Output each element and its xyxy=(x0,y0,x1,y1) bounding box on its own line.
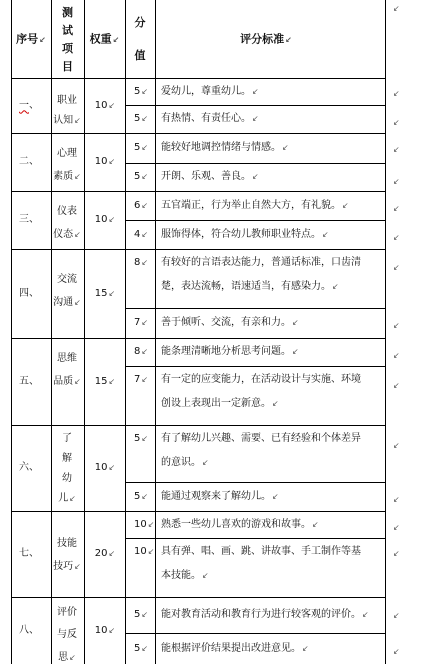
row-seq xyxy=(19,156,39,168)
paragraph-mark: ↙ xyxy=(393,204,400,213)
criteria-line-text: 具有弹、唱、画、跳、讲故事、手工制作等基 xyxy=(161,546,361,557)
criteria-line-text: 有较好的言语表达能力，普通话标准，口齿清 xyxy=(161,257,361,268)
paragraph-mark: ↙ xyxy=(252,172,259,181)
header-item xyxy=(62,61,73,73)
table-border-vertical xyxy=(11,0,12,664)
criteria-line xyxy=(161,546,361,558)
row-item-text: 评价 xyxy=(57,607,77,618)
paragraph-mark: ↙ xyxy=(141,491,149,501)
row-score-text: 5 xyxy=(134,433,141,444)
paragraph-mark: ↙ xyxy=(39,35,46,45)
criteria-line-text: 能条理清晰地分析思考问题。 xyxy=(161,346,291,357)
row-item xyxy=(57,274,77,286)
paragraph-mark: ↙ xyxy=(69,494,76,503)
header-seq xyxy=(16,34,46,47)
table-border-horizontal xyxy=(125,366,386,367)
row-item xyxy=(57,95,77,107)
table-border-horizontal xyxy=(11,338,386,339)
criteria-line xyxy=(161,171,259,183)
header-item xyxy=(62,7,73,19)
criteria-line-text: 熟悉一些幼儿喜欢的游戏和故事。 xyxy=(161,518,311,530)
paragraph-mark: ↙ xyxy=(108,100,116,110)
list-separator: 、 xyxy=(29,375,39,387)
paragraph-mark: ↙ xyxy=(74,172,81,181)
row-item xyxy=(57,206,77,218)
row-score xyxy=(134,171,148,183)
row-score-text: 8 xyxy=(134,257,141,268)
row-weight xyxy=(95,625,115,637)
list-separator: 、 xyxy=(29,462,39,473)
table-border-horizontal xyxy=(125,482,386,483)
row-score xyxy=(134,643,148,655)
row-seq xyxy=(19,288,39,300)
table-border-horizontal xyxy=(125,220,386,221)
table-border-horizontal xyxy=(125,538,386,539)
paragraph-mark: ↙ xyxy=(141,610,149,619)
paragraph-mark: ↙ xyxy=(302,643,309,653)
paragraph-mark: ↙ xyxy=(141,200,149,210)
paragraph-mark: ↙ xyxy=(272,399,279,408)
row-score-text: 5 xyxy=(134,171,141,182)
paragraph-mark: ↙ xyxy=(108,376,116,386)
paragraph-mark: ↙ xyxy=(362,610,369,619)
paragraph-mark: ↙ xyxy=(292,318,299,327)
row-weight-text: 10 xyxy=(94,462,108,473)
table-border-vertical xyxy=(385,0,386,664)
criteria-line xyxy=(161,281,339,293)
row-item xyxy=(62,453,72,465)
paragraph-mark: ↙ xyxy=(393,441,400,450)
header-item-text: 项 xyxy=(62,42,73,55)
criteria-line xyxy=(161,519,319,531)
row-item-text: 技巧 xyxy=(53,561,74,572)
criteria-line-text: 能通过观察来了解幼儿。 xyxy=(161,490,271,502)
row-seq xyxy=(19,376,39,388)
row-score-text: 6 xyxy=(134,199,141,211)
paragraph-mark: ↙ xyxy=(393,233,400,242)
table-border-horizontal xyxy=(11,425,386,426)
row-seq-text: 一 xyxy=(19,99,29,111)
paragraph-mark: ↙ xyxy=(393,321,400,330)
list-separator: 、 xyxy=(29,548,39,559)
row-item xyxy=(62,433,72,445)
paragraph-mark: ↙ xyxy=(108,549,116,558)
row-item xyxy=(57,148,77,160)
header-criteria-text: 评分标准 xyxy=(240,32,285,46)
row-item-text: 沟通 xyxy=(53,297,74,308)
row-item xyxy=(57,538,77,550)
paragraph-mark: ↙ xyxy=(393,177,400,186)
row-score xyxy=(134,374,148,386)
row-score xyxy=(134,86,148,98)
header-score xyxy=(135,17,146,29)
paragraph-mark: ↙ xyxy=(393,647,400,656)
paragraph-mark: ↙ xyxy=(141,318,149,327)
criteria-line-text: 能较好地调控情绪与情感。 xyxy=(161,142,281,153)
criteria-line-text: 创设上表现出一定新意。 xyxy=(161,398,271,409)
table-border-horizontal xyxy=(11,191,386,192)
paragraph-mark: ↙ xyxy=(108,288,116,298)
paragraph-mark: ↙ xyxy=(272,491,279,501)
paragraph-mark: ↙ xyxy=(393,523,400,532)
row-score-text: 5 xyxy=(134,609,141,620)
row-item-text: 与反 xyxy=(57,629,77,640)
paragraph-mark: ↙ xyxy=(74,116,81,125)
row-weight xyxy=(95,462,115,474)
header-item xyxy=(62,25,73,37)
row-item-text: 幼 xyxy=(62,473,72,484)
paragraph-mark: ↙ xyxy=(312,519,319,529)
table-border-vertical xyxy=(125,0,126,664)
criteria-line xyxy=(161,457,209,469)
row-item xyxy=(53,376,81,388)
header-item-text: 测 xyxy=(62,6,73,19)
row-item-text: 儿 xyxy=(58,493,69,504)
header-score xyxy=(135,50,146,62)
row-item xyxy=(53,229,81,241)
criteria-line-text: 善于倾听、交流，有亲和力。 xyxy=(161,317,291,328)
paragraph-mark: ↙ xyxy=(141,86,149,96)
paragraph-mark: ↙ xyxy=(112,35,120,45)
row-score xyxy=(134,113,148,125)
header-weight xyxy=(90,34,120,47)
row-score-text: 7 xyxy=(134,317,141,328)
row-score xyxy=(134,229,148,241)
paragraph-mark: ↙ xyxy=(147,519,155,529)
paragraph-mark: ↙ xyxy=(74,298,81,307)
row-item-text: 心理 xyxy=(57,148,77,159)
row-score-text: 7 xyxy=(134,374,141,385)
row-score xyxy=(134,200,148,212)
table-border-vertical xyxy=(155,0,156,664)
criteria-line xyxy=(161,200,349,212)
criteria-line-text: 的意识。 xyxy=(161,457,201,468)
row-score-text: 5 xyxy=(134,113,141,124)
row-score xyxy=(134,519,154,531)
criteria-line xyxy=(161,643,309,655)
paragraph-mark: ↙ xyxy=(393,263,400,272)
row-score-text: 5 xyxy=(134,642,141,654)
paragraph-mark: ↙ xyxy=(393,381,400,390)
paragraph-mark: ↙ xyxy=(393,549,400,558)
list-separator: 、 xyxy=(29,287,39,299)
criteria-line-text: 爱幼儿，尊重幼儿。 xyxy=(161,85,251,97)
criteria-line-text: 开朗、乐观、善良。 xyxy=(161,171,251,182)
row-item-text: 思 xyxy=(58,652,69,663)
row-item xyxy=(58,493,76,505)
paragraph-mark: ↙ xyxy=(141,114,149,123)
paragraph-mark: ↙ xyxy=(108,463,116,472)
paragraph-mark: ↙ xyxy=(202,458,209,467)
row-weight xyxy=(95,288,115,300)
row-score-text: 5 xyxy=(134,490,141,502)
paragraph-mark: ↙ xyxy=(292,347,299,356)
row-score-text: 10 xyxy=(134,518,147,530)
row-seq-text: 二 xyxy=(19,156,29,167)
row-seq xyxy=(19,462,39,474)
row-score xyxy=(134,142,148,154)
paragraph-mark: ↙ xyxy=(108,215,116,224)
criteria-line xyxy=(161,570,209,582)
header-criteria xyxy=(240,34,292,47)
table-border-horizontal xyxy=(125,163,386,164)
paragraph-mark: ↙ xyxy=(74,562,81,571)
row-score xyxy=(134,546,154,558)
row-weight-text: 10 xyxy=(94,624,108,636)
row-seq xyxy=(19,214,39,226)
row-item-text: 品质 xyxy=(53,376,74,387)
row-weight-text: 20 xyxy=(94,548,108,559)
criteria-line-text: 有一定的应变能力，在活动设计与实施、环境 xyxy=(161,374,361,385)
row-weight xyxy=(95,214,115,226)
criteria-line xyxy=(161,257,361,269)
header-item-text: 目 xyxy=(62,60,73,73)
row-score-text: 5 xyxy=(134,142,141,153)
criteria-line xyxy=(161,609,369,621)
row-seq xyxy=(19,625,39,637)
row-item xyxy=(57,629,77,641)
row-item xyxy=(53,561,81,573)
row-seq xyxy=(19,548,39,560)
header-score-text: 分 xyxy=(134,16,146,29)
row-weight xyxy=(95,100,115,112)
paragraph-mark: ↙ xyxy=(342,200,349,210)
paragraph-mark: ↙ xyxy=(252,114,259,123)
table-border-horizontal xyxy=(125,633,386,634)
paragraph-mark: ↙ xyxy=(141,347,149,356)
table-border-horizontal xyxy=(11,597,386,598)
paragraph-mark: ↙ xyxy=(322,229,329,239)
paragraph-mark: ↙ xyxy=(141,172,149,181)
paragraph-mark: ↙ xyxy=(141,143,149,152)
row-score xyxy=(134,257,148,269)
row-item-text: 技能 xyxy=(57,538,77,549)
header-seq-text: 序号 xyxy=(16,32,39,46)
row-score xyxy=(134,491,148,503)
list-separator: 、 xyxy=(29,99,39,111)
row-seq xyxy=(19,100,39,112)
header-score-text: 值 xyxy=(134,49,146,62)
criteria-line xyxy=(161,317,299,329)
criteria-line xyxy=(161,86,259,98)
row-weight xyxy=(95,376,115,388)
list-separator: 、 xyxy=(29,156,39,167)
criteria-line xyxy=(161,142,289,154)
paragraph-mark: ↙ xyxy=(141,643,149,653)
row-seq-text: 六 xyxy=(19,462,29,473)
paragraph-mark: ↙ xyxy=(74,377,81,386)
paragraph-mark: ↙ xyxy=(393,351,400,360)
criteria-line xyxy=(161,433,361,445)
row-item xyxy=(57,607,77,619)
paragraph-mark: ↙ xyxy=(74,230,81,239)
row-item xyxy=(53,115,81,127)
row-item-text: 了 xyxy=(62,433,72,444)
row-item xyxy=(53,171,81,183)
paragraph-mark: ↙ xyxy=(141,229,149,239)
row-seq-text: 三 xyxy=(19,214,29,225)
row-item xyxy=(58,652,76,664)
criteria-line-text: 服饰得体，符合幼儿教师职业特点。 xyxy=(161,228,321,240)
row-weight xyxy=(95,156,115,168)
paragraph-mark: ↙ xyxy=(282,143,289,152)
row-weight-text: 10 xyxy=(94,156,108,167)
paragraph-mark: ↙ xyxy=(332,282,339,291)
paragraph-mark: ↙ xyxy=(202,571,209,580)
paragraph-mark: ↙ xyxy=(141,375,149,384)
row-item xyxy=(57,353,77,365)
criteria-line xyxy=(161,113,259,125)
row-item-text: 交流 xyxy=(57,274,77,285)
criteria-line-text: 有热情、有责任心。 xyxy=(161,113,251,124)
row-score xyxy=(134,317,148,329)
row-weight-text: 15 xyxy=(94,287,108,299)
row-score-text: 10 xyxy=(134,546,147,557)
row-item-text: 仪态 xyxy=(53,229,74,240)
table-border-horizontal xyxy=(11,133,386,134)
row-seq-text: 七 xyxy=(19,548,29,559)
header-item-text: 试 xyxy=(62,24,73,37)
criteria-line xyxy=(161,491,279,503)
row-item xyxy=(53,297,81,309)
row-item-text: 仪表 xyxy=(57,206,77,217)
row-weight-text: 10 xyxy=(94,214,108,225)
paragraph-mark: ↙ xyxy=(141,434,149,443)
row-seq-text: 八 xyxy=(19,624,29,636)
paragraph-mark: ↙ xyxy=(393,145,400,154)
row-score xyxy=(134,346,148,358)
criteria-line-text: 有了解幼儿兴趣、需要、已有经验和个体差异 xyxy=(161,433,361,444)
paragraph-mark: ↙ xyxy=(147,547,155,556)
paragraph-mark: ↙ xyxy=(393,4,400,13)
row-weight-text: 15 xyxy=(94,375,108,387)
table-border-horizontal xyxy=(11,78,386,79)
criteria-line-text: 能根据评价结果提出改进意见。 xyxy=(161,642,301,654)
criteria-line-text: 五官端正，行为举止自然大方，有礼貌。 xyxy=(161,199,341,211)
paragraph-mark: ↙ xyxy=(393,495,400,504)
row-score-text: 5 xyxy=(134,85,141,97)
criteria-line xyxy=(161,374,361,386)
criteria-line-text: 本技能。 xyxy=(161,570,201,581)
paragraph-mark: ↙ xyxy=(285,35,292,45)
paragraph-mark: ↙ xyxy=(141,258,149,267)
paragraph-mark: ↙ xyxy=(393,89,400,98)
paragraph-mark: ↙ xyxy=(108,157,116,166)
row-item-text: 职业 xyxy=(57,95,77,106)
row-item-text: 思维 xyxy=(57,353,77,364)
row-weight-text: 10 xyxy=(94,99,108,111)
paragraph-mark: ↙ xyxy=(393,611,400,620)
row-item-text: 认知 xyxy=(53,115,74,126)
table-border-vertical xyxy=(84,0,85,664)
paragraph-mark: ↙ xyxy=(108,625,116,635)
table-border-vertical xyxy=(51,0,52,664)
criteria-line xyxy=(161,346,299,358)
paragraph-mark: ↙ xyxy=(252,86,259,96)
table-border-horizontal xyxy=(125,105,386,106)
list-separator: 、 xyxy=(29,624,39,636)
row-item-text: 素质 xyxy=(53,171,74,182)
row-score xyxy=(134,609,148,621)
row-score-text: 8 xyxy=(134,346,141,357)
header-weight-text: 权重 xyxy=(89,32,112,46)
criteria-line xyxy=(161,229,329,241)
row-item xyxy=(62,473,72,485)
paragraph-mark: ↙ xyxy=(393,118,400,127)
row-score-text: 4 xyxy=(134,228,141,240)
list-separator: 、 xyxy=(29,214,39,225)
row-seq-text: 四 xyxy=(19,287,29,299)
row-score xyxy=(134,433,148,445)
criteria-line-text: 楚，表达流畅，语速适当，有感染力。 xyxy=(161,281,331,292)
header-item xyxy=(62,43,73,55)
criteria-line xyxy=(161,398,279,410)
row-weight xyxy=(95,548,115,560)
table-border-horizontal xyxy=(11,249,386,250)
table-border-horizontal xyxy=(11,511,386,512)
table-border-horizontal xyxy=(125,308,386,309)
row-item-text: 解 xyxy=(62,453,72,464)
paragraph-mark: ↙ xyxy=(69,653,76,662)
row-seq-text: 五 xyxy=(19,375,29,387)
criteria-line-text: 能对教育活动和教育行为进行较客观的评价。 xyxy=(161,609,361,620)
